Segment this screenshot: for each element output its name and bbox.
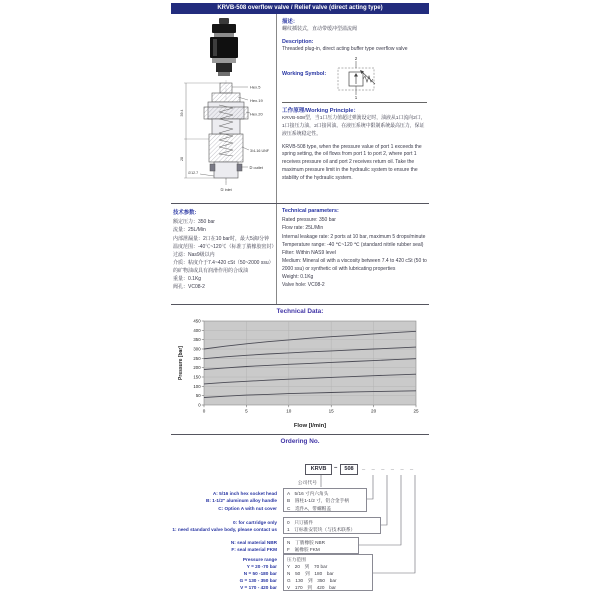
pressure-y-en: Y = 20 -70 bar <box>246 564 277 569</box>
pressure-n-zh: N 50 到 180 bar <box>287 571 334 576</box>
model-size-box: 508 <box>340 464 358 475</box>
pressure-v-en: V = 170 - 420 bar <box>240 585 277 590</box>
valve-section-drawing <box>174 79 274 201</box>
body-option-1-zh: 1 订标准安装块（与技术联系） <box>287 527 356 532</box>
svg-text:450: 450 <box>193 318 201 324</box>
divider-line <box>282 102 427 103</box>
pressure-y-zh: Y 20 到 70 bar <box>287 564 328 569</box>
tech-params-en <box>277 204 429 304</box>
pressure-g-zh: G 130 到 350 bar <box>287 578 337 583</box>
dim-diameter-label: ∅12.7 <box>187 171 198 175</box>
seal-option-f-zh: F 氟橡胶 FKM <box>287 547 320 552</box>
svg-text:300: 300 <box>193 346 201 352</box>
model-dash: – <box>334 465 338 471</box>
adjust-option-c-zh: C 选件A，带螺帽盖 <box>287 505 332 511</box>
svg-text:150: 150 <box>193 374 201 380</box>
param-line-zh: 阀孔：VC08-2 <box>173 284 205 290</box>
seal-option-n-zh: N 丁腈橡胶 NBR <box>287 539 326 545</box>
dim-lower-label: 28 <box>179 157 184 161</box>
param-line-en: Medium: Mineral oil with a viscosity between 7.4 to 420 cSt (50 to 2000 ssu) or synthetic oil with lubricating properties <box>282 258 427 272</box>
param-line-zh: 过滤：Nas9级以内 <box>173 252 215 258</box>
param-line-en: Valve hole: VC08-2 <box>282 282 325 288</box>
param-line-en: Flow rate: 25L/Min <box>282 225 324 232</box>
symbol-port-2: 2 <box>354 56 358 61</box>
param-line-zh: 介质：粘度介于7.4~420 cSt（50~2000 ssu）的矿物油或具有润滑作用的合成油 <box>173 260 274 274</box>
model-prefix-box: KRVB <box>305 464 332 475</box>
inlet-label: ① inlet <box>219 188 232 192</box>
tech-params-zh-list <box>173 219 277 291</box>
svg-text:20: 20 <box>371 408 377 414</box>
param-line-zh: 额定压力：350 bar <box>173 219 215 225</box>
svg-text:200: 200 <box>193 365 201 371</box>
section-ordering <box>171 435 429 592</box>
svg-text:5: 5 <box>245 408 248 414</box>
tech-params-en-heading: Technical parameters: <box>282 208 339 214</box>
section-chart <box>171 305 429 435</box>
param-line-zh: 重量：0.1Kg <box>173 275 202 282</box>
content-column <box>171 3 429 592</box>
hex-top-label: Hex.5 <box>249 84 260 90</box>
pressure-range-label-zh: 压力范围 <box>287 556 306 562</box>
working-principle-en: KRVB-508 type, when the pressure value of port 1 exceeds the spring setting, the oil flows from port 1 to port 2, where port 1 receives pressure oil and port 2 receives return oil. Take the maximum pressure limit in the hydraulic system to ensure the stability of the hydraulic system. <box>282 143 422 181</box>
svg-text:25: 25 <box>413 408 419 414</box>
text-column <box>277 14 429 203</box>
adjust-option-b-zh: B 圆柱1-1/2 寸，铝合金手柄 <box>287 498 349 503</box>
valve-photo-image <box>201 17 247 77</box>
drawing-column <box>171 14 277 203</box>
working-symbol-block <box>282 55 427 99</box>
chart-title: Technical Data: <box>276 308 324 315</box>
symbol-port-1: 1 <box>354 95 358 99</box>
adjust-option-b-en: B: 1-1/2" aluminum alloy handle <box>206 498 277 503</box>
adjust-option-a-zh: A 5/16 寸内六角头 <box>287 490 329 496</box>
body-option-0-zh: 0 只订插件 <box>287 519 314 525</box>
svg-text:0: 0 <box>202 408 206 414</box>
pressure-range-label-en: Pressure range <box>242 556 277 562</box>
svg-text:350: 350 <box>193 337 201 343</box>
adjust-option-c-en: C: Option A with nut cover <box>218 505 277 511</box>
tech-params-zh-heading: 技术参数: <box>173 210 197 216</box>
description-en-text: Threaded plug-in, direct acting buffer type overflow valve <box>282 45 408 52</box>
technical-data-chart-svg <box>174 317 426 429</box>
param-line-zh: 温度范围：-40℃~120℃（标准丁腈橡胶密封） <box>173 243 277 250</box>
param-line-en: Weight: 0.1Kg <box>282 273 314 280</box>
svg-text:400: 400 <box>193 327 201 333</box>
thread-label: 3/4-16 UNF <box>249 149 269 153</box>
svg-text:Pressure [bar]: Pressure [bar] <box>178 346 184 380</box>
pressure-g-en: G = 130 - 350 bar <box>239 578 277 583</box>
svg-text:50: 50 <box>195 393 201 399</box>
company-code-label: 公司代号 <box>297 481 317 486</box>
hex-mid-label: Hex.19 <box>249 97 263 103</box>
section-parameters <box>171 204 429 305</box>
outlet-label: ② outlet <box>248 165 263 170</box>
description-en-label: Description: <box>282 38 314 45</box>
param-line-en: Filter: Within NAS9 level <box>282 250 336 256</box>
svg-text:250: 250 <box>193 355 201 361</box>
tech-params-en-list <box>282 217 427 289</box>
hydraulic-symbol <box>328 55 388 99</box>
param-line-en: Internal leakage rate: 2 ports at 10 bar, maximum 5 drops/minute <box>282 233 426 240</box>
pressure-n-en: N = 50 -180 bar <box>243 571 277 576</box>
param-line-en: Temperature range: -40 ℃~120 ℃ (standard nitrile rubber seal) <box>282 241 424 248</box>
working-principle-heading: 工作原理/Working Principle： <box>282 108 359 114</box>
seal-option-f-en: F: seal material FKM <box>231 547 277 552</box>
body-option-0-en: 0: for cartridge only <box>232 519 277 525</box>
svg-text:100: 100 <box>193 383 201 389</box>
working-symbol-label: Working Symbol: <box>282 71 327 77</box>
pressure-v-zh: V 170 到 420 bar <box>287 585 336 590</box>
description-zh-label: 描述： <box>282 19 299 25</box>
hex-body-label: Hex.20 <box>249 111 263 117</box>
body-option-1-en: 1: need standard valve body, please contact us <box>172 527 277 532</box>
dim-total-label: 39.4 <box>179 109 184 117</box>
working-principle-zh: KRVB-508型，当1口压力值超过弹簧设定时，油液从1口流向2口，1口接压力油，2口接回油。在液压系统中限制系统最高压力，保证液压系统稳定性。 <box>282 116 426 137</box>
description-zh-text: 螺纹插装式，直动带缓冲型溢流阀 <box>282 26 358 32</box>
section-overview <box>171 14 429 204</box>
svg-text:Flow [l/min]: Flow [l/min] <box>293 423 327 429</box>
adjust-option-a-en: A: 5/16 inch hex socket head <box>212 490 277 496</box>
chart-wrapper <box>174 317 426 429</box>
param-line-zh: 流量：25L/Min <box>173 227 206 234</box>
tech-params-zh <box>171 204 277 304</box>
svg-text:0: 0 <box>198 402 201 408</box>
param-line-en: Rated pressure: 350 bar <box>282 217 336 223</box>
seal-option-n-en: N: seal material NBR <box>230 539 277 545</box>
ordering-heading: Ordering No. <box>280 438 320 445</box>
param-line-zh: 内部泄漏量：2口在10 bar时，最大5滴/分钟 <box>173 235 270 242</box>
svg-text:10: 10 <box>286 408 292 414</box>
svg-text:15: 15 <box>328 408 334 414</box>
page-title: KRVB-508 overflow valve / Relief valve (direct acting type) <box>171 3 429 14</box>
model-suffix-slots: ______ <box>362 465 420 471</box>
